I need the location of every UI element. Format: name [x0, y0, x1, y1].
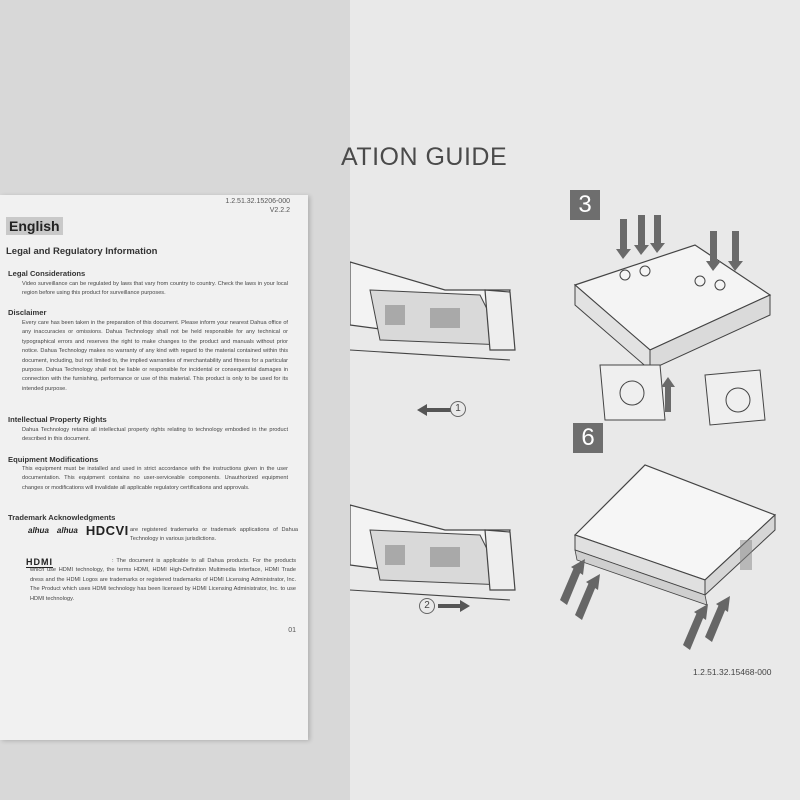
step-label-1: 1 — [450, 401, 466, 417]
section-heading: Intellectual Property Rights — [8, 415, 107, 424]
dahua-logo: alhua — [56, 526, 78, 535]
section-heading: Disclaimer — [8, 308, 47, 317]
guide-title: ATION GUIDE — [341, 143, 508, 171]
step-number-badge: 6 — [573, 423, 603, 453]
doc-code-block — [225, 197, 290, 215]
section-heading: Trademark Acknowledgments — [8, 513, 116, 522]
step-number-badge: 3 — [570, 190, 600, 220]
section-text: Video surveillance can be regulated by laws that vary from country to country. Check the laws in your local region before using this product for surveillance purposes. — [22, 281, 288, 297]
main-title: Legal and Regulatory Information — [6, 246, 158, 257]
hdmi-logo: HDMI — [26, 557, 53, 567]
doc-code: 1.2.51.32.15206-000 — [225, 198, 290, 205]
hdcvi-logo: HDCVI — [85, 523, 129, 538]
hdmi-text: : The document is applicable to all Dahua products. For the products which use HDMI technology, the terms HDMI, HDMI High-Definition Multimedia Interface, HDMI Trade dress and the HDMI Logos are trademarks or registered trademarks of HDMI Licensing Administrator, Inc. The Product which uses HDMI technology has been licensed by HDMI Licensing Administrator, Inc. to use HDMI technology. — [30, 558, 296, 602]
chassis-open-diagram-top — [350, 250, 540, 380]
language-label: English — [6, 217, 63, 235]
trademark-text: are registered trademarks or trademark applications of Dahua Technology in various jurisdictions. — [130, 527, 298, 543]
doc-version: V2.2.2 — [269, 207, 290, 214]
right-doc-code: 1.2.51.32.15468-000 — [693, 667, 772, 677]
section-heading: Equipment Modifications — [8, 455, 99, 464]
section-text: This equipment must be installed and used in strict accordance with the instructions given in the user documentation. This equipment contains no user-serviceable components. Unauthorized equipment changes or modifications will invalidate all applicable regulatory certifications and approvals. — [22, 466, 288, 491]
legal-info-page — [0, 195, 308, 740]
section-heading: Legal Considerations — [8, 269, 86, 278]
page-number: 01 — [288, 627, 296, 634]
step-label-2: 2 — [419, 598, 435, 614]
chassis-closed-diagram — [545, 455, 785, 655]
dahua-logo: alhua — [28, 526, 49, 535]
chassis-base-diagram — [560, 205, 775, 435]
trademark-logos — [28, 523, 129, 538]
section-text: Dahua Technology retains all intellectual property rights relating to technology embodied in the product described in this document. — [22, 427, 288, 443]
section-text: Every care has been taken in the preparation of this document. Please inform your nearest Dahua office of any inaccuracies or omissions. Dahua Technology shall not be held responsible for any technical or typographical errors and reserves the right to make changes to the product and manuals without prior notice. Dahua Technology makes no warranty of any kind with regard to the material contained within this document, including, but not limited to, the implied warranties of merchantability and fitness for a particular purpose. Dahua Technology shall not be liable or responsible for incidental or consequential damages in connection with the furnishing, performance or use of this material. This product is only to be used for its intended purpose. — [22, 320, 288, 392]
arrow-left — [415, 400, 455, 420]
arrow-right — [436, 597, 472, 615]
